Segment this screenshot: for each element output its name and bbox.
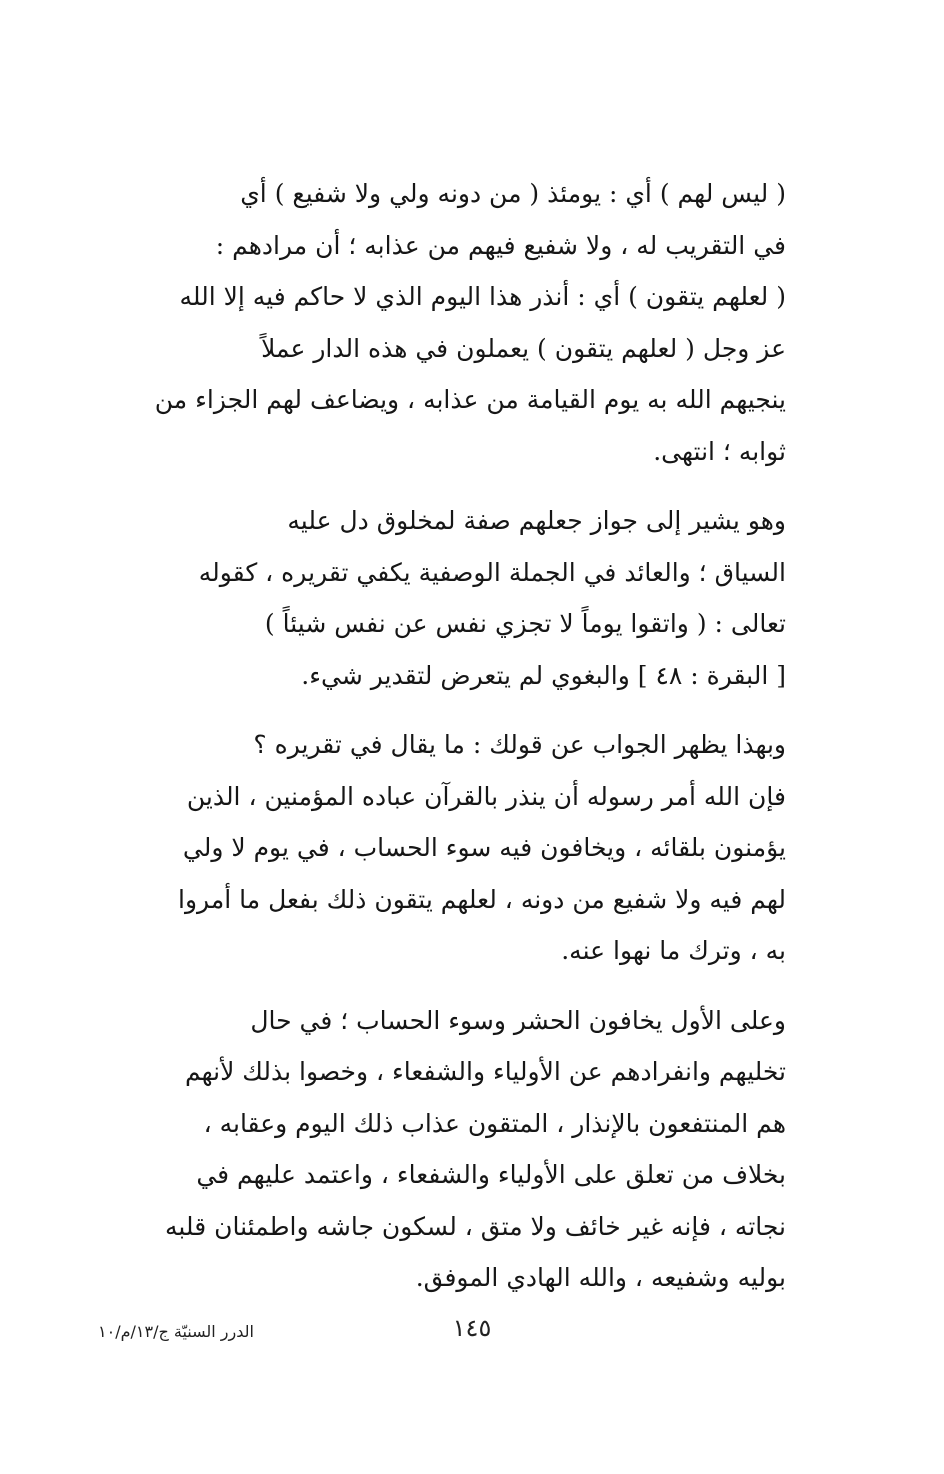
paragraph-3 bbox=[100, 719, 842, 977]
text-line: [ البقرة : ٤٨ ] والبغوي لم يتعرض لتقدير شيء. bbox=[301, 660, 786, 690]
text-line: وهو يشير إلى جواز جعلهم صفة لمخلوق دل عليه bbox=[287, 506, 786, 535]
text-line: وعلى الأول يخافون الحشر وسوء الحساب ؛ في حال bbox=[250, 1005, 786, 1035]
text-line: عز وجل ( لعلهم يتقون ) يعملون في هذه الدار عملاً bbox=[261, 333, 786, 363]
page-number: ١٤٥ bbox=[452, 1314, 492, 1342]
text-line: بوليه وشفيعه ، والله الهادي الموفق. bbox=[415, 1263, 786, 1292]
text-line: ( ليس لهم ) أي : يومئذ ( من دونه ولي ولا شفيع ) أي bbox=[240, 179, 786, 208]
text-line: هم المنتفعون بالإنذار ، المتقون عذاب ذلك اليوم وعقابه ، bbox=[203, 1108, 786, 1138]
text-line: في التقريب له ، ولا شفيع فيهم من عذابه ؛ أن مرادهم : bbox=[215, 230, 786, 260]
text-line: وبهذا يظهر الجواب عن قولك : ما يقال في تقريره ؟ bbox=[253, 730, 786, 759]
paragraph-2 bbox=[100, 495, 842, 701]
series-mark: الدرر السنيّة ج/١٣/م/١٠ bbox=[98, 1322, 254, 1341]
main-text bbox=[100, 168, 842, 1322]
paragraph-1 bbox=[100, 168, 842, 477]
text-line: لهم فيه ولا شفيع من دونه ، لعلهم يتقون ذلك بفعل ما أمروا bbox=[178, 884, 786, 914]
text-line: به ، وترك ما نهوا عنه. bbox=[561, 936, 786, 965]
text-line: بخلاف من تعلق على الأولياء والشفعاء ، واعتمد عليهم في bbox=[196, 1160, 786, 1189]
text-line: ثوابه ؛ انتهى. bbox=[653, 436, 786, 466]
text-line: ( لعلهم يتقون ) أي : أنذر هذا اليوم الذي لا حاكم فيه إلا الله bbox=[179, 282, 786, 311]
text-line: نجاته ، فإنه غير خائف ولا متق ، لسكون جاشه واطمئنان قلبه bbox=[164, 1211, 786, 1241]
text-line: تخليهم وانفرادهم عن الأولياء والشفعاء ، وخصوا بذلك لأنهم bbox=[184, 1057, 786, 1086]
text-line: فإن الله أمر رسوله أن ينذر بالقرآن عباده المؤمنين ، الذين bbox=[186, 781, 786, 811]
text-line: ينجيهم الله به يوم القيامة من عذابه ، ويضاعف لهم الجزاء من bbox=[154, 385, 786, 414]
text-line: يؤمنون بلقائه ، ويخافون فيه سوء الحساب ، في يوم لا ولي bbox=[182, 833, 786, 862]
paragraph-4 bbox=[100, 995, 842, 1304]
text-line: تعالى : ( واتقوا يوماً لا تجزي نفس عن نفس شيئاً ) bbox=[264, 609, 786, 638]
text-line: السياق ؛ والعائد في الجملة الوصفية يكفي تقريره ، كقوله bbox=[198, 557, 786, 587]
